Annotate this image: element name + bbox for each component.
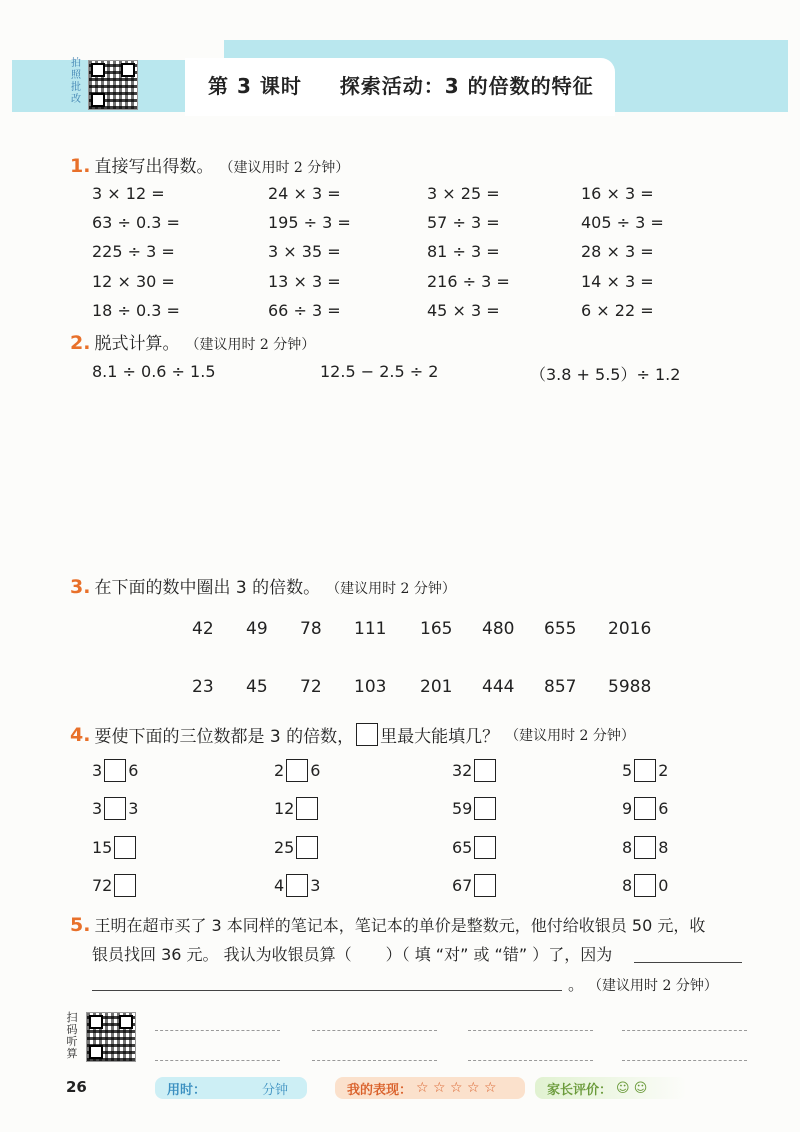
performance-label: 我的表现：	[347, 1082, 413, 1098]
star-rating-icon[interactable]: ☆ ☆ ☆ ☆ ☆	[416, 1080, 497, 1096]
q1-item: 16 × 3 =	[581, 184, 654, 203]
q3-number-item[interactable]: 103	[354, 677, 387, 697]
calc-line[interactable]	[155, 1030, 280, 1031]
header-cutout	[12, 40, 224, 60]
calc-line[interactable]	[622, 1030, 747, 1031]
page-number: 26	[66, 1078, 87, 1096]
q4-item	[274, 874, 320, 897]
time-label: 用时：	[167, 1082, 207, 1098]
q1-item: 405 ÷ 3 =	[581, 213, 664, 233]
q3-number-item[interactable]: 655	[544, 619, 577, 639]
q3-number-item[interactable]: 49	[246, 619, 268, 639]
q4-text-a: 要使下面的三位数都是 3 的倍数，	[94, 727, 355, 747]
q5-line-1: 王明在超市买了 3 本同样的笔记本，笔记本的单价是整数元，他付给收银员 50 元，收	[94, 916, 706, 935]
q4-item-prefix: 3	[92, 799, 103, 818]
q4-item-prefix: 2	[274, 761, 285, 780]
q2-expr-1: 8.1 ÷ 0.6 ÷ 1.5	[92, 362, 216, 381]
smiley-face-icon[interactable]: ☺ ☺	[616, 1080, 648, 1096]
listen-calc-label: 扫码听算	[66, 1011, 78, 1060]
performance-pill	[335, 1077, 525, 1099]
q1-item: 66 ÷ 3 =	[268, 300, 341, 320]
q1-item: 13 × 3 =	[268, 271, 341, 291]
q4-answer-box[interactable]	[474, 759, 496, 782]
qr-code-icon[interactable]	[86, 1012, 136, 1062]
q4-item-suffix: 6	[310, 761, 321, 780]
q3-number-item[interactable]: 78	[300, 619, 322, 639]
q3-number-item[interactable]: 2016	[608, 619, 652, 639]
q1-text: 直接写出得数。	[94, 157, 214, 177]
q2-expr-3: （3.8 + 5.5）÷ 1.2	[530, 365, 681, 384]
q1-item: 216 ÷ 3 =	[427, 271, 510, 291]
q4-item-suffix: 6	[128, 761, 139, 780]
q4-text-b: 里最大能填几？	[380, 727, 500, 747]
answer-box-icon	[356, 723, 378, 746]
q4-answer-box[interactable]	[634, 759, 656, 782]
calc-line[interactable]	[622, 1060, 747, 1061]
q5-line-2	[92, 942, 612, 965]
calc-line[interactable]	[312, 1060, 437, 1061]
time-pill	[155, 1077, 307, 1099]
q2-text: 脱式计算。	[94, 334, 180, 354]
q4-item	[92, 797, 138, 820]
q4-item	[92, 836, 138, 859]
lesson-number: 第 3 课时	[208, 74, 302, 98]
q4-item-prefix: 15	[92, 838, 113, 857]
q5-line-2b: ）（ 填 “对” 或 “错” ）了，因为	[385, 945, 613, 964]
q4-item	[452, 836, 498, 859]
q4-item	[452, 874, 498, 897]
q4-item-prefix: 4	[274, 876, 285, 895]
q4-item-prefix: 3	[92, 761, 103, 780]
q4-item	[274, 797, 320, 820]
q1-item: 225 ÷ 3 =	[92, 242, 175, 262]
q5-number: 5.	[70, 914, 91, 936]
q4-item-prefix: 65	[452, 838, 473, 857]
q4-heading	[70, 722, 635, 747]
q1-item: 63 ÷ 0.3 =	[92, 213, 180, 233]
q4-answer-box[interactable]	[296, 836, 318, 859]
q4-number: 4.	[70, 723, 91, 746]
q4-answer-box[interactable]	[114, 836, 136, 859]
q1-item: 3 × 12 =	[92, 184, 165, 203]
q1-heading	[70, 152, 349, 177]
q3-number-item[interactable]: 45	[246, 677, 268, 697]
q3-number-item[interactable]: 5988	[608, 677, 652, 697]
qr-code-icon[interactable]	[88, 60, 138, 110]
q4-answer-box[interactable]	[104, 797, 126, 820]
q3-number-item[interactable]: 23	[192, 677, 214, 697]
q4-item-prefix: 12	[274, 799, 295, 818]
q1-item: 81 ÷ 3 =	[427, 242, 500, 262]
q4-item-suffix: 3	[310, 876, 321, 895]
q5-line-2a: 银员找回 36 元。 我认为收银员算（	[92, 945, 352, 964]
q3-hint: （建议用时 2 分钟）	[326, 581, 456, 597]
q4-item	[274, 836, 320, 859]
q4-item-prefix: 8	[622, 838, 633, 857]
photo-grade-label: 拍照批改	[71, 58, 81, 105]
q5-heading	[70, 913, 705, 936]
q3-heading	[70, 573, 456, 598]
q3-number: 3.	[70, 576, 91, 598]
q4-answer-box[interactable]	[104, 759, 126, 782]
q4-item	[92, 759, 138, 782]
q1-item: 12 × 30 =	[92, 271, 175, 291]
q4-item-suffix: 0	[658, 876, 669, 895]
q4-item-prefix: 8	[622, 876, 633, 895]
q3-number-item[interactable]: 72	[300, 677, 322, 697]
q1-item: 14 × 3 =	[581, 271, 654, 291]
q4-answer-box[interactable]	[634, 797, 656, 820]
q1-number: 1.	[70, 155, 91, 177]
q4-answer-box[interactable]	[634, 836, 656, 859]
q2-hint: （建议用时 2 分钟）	[185, 337, 316, 353]
calc-line[interactable]	[155, 1060, 280, 1061]
q1-item: 45 × 3 =	[427, 300, 500, 320]
q1-item: 18 ÷ 0.3 =	[92, 300, 180, 320]
q4-item-prefix: 25	[274, 838, 295, 857]
q4-item	[452, 797, 498, 820]
q4-item	[92, 874, 138, 897]
q5-reason-blank-2[interactable]	[92, 990, 562, 991]
q4-item-prefix: 9	[622, 799, 633, 818]
q4-item-suffix: 8	[658, 838, 669, 857]
q1-item: 3 × 35 =	[268, 242, 341, 262]
time-unit: 分钟	[262, 1082, 289, 1098]
q3-number-item[interactable]: 480	[482, 619, 515, 639]
q4-item	[274, 759, 320, 782]
q4-item	[622, 759, 668, 782]
q4-hint: （建议用时 2 分钟）	[505, 727, 635, 744]
q4-answer-box[interactable]	[474, 874, 496, 897]
q4-answer-box[interactable]	[474, 836, 496, 859]
q3-number-item[interactable]: 111	[354, 619, 387, 639]
q4-answer-box[interactable]	[474, 797, 496, 820]
q3-number-item[interactable]: 857	[544, 677, 577, 697]
q3-number-item[interactable]: 444	[482, 677, 515, 697]
q4-item-prefix: 67	[452, 876, 473, 895]
q2-expr-2: 12.5 − 2.5 ÷ 2	[320, 362, 439, 381]
q1-item: 195 ÷ 3 =	[268, 213, 351, 233]
q1-item: 6 × 22 =	[581, 300, 654, 320]
q2-number: 2.	[70, 332, 91, 354]
q1-item: 24 × 3 =	[268, 184, 341, 203]
q3-text: 在下面的数中圈出 3 的倍数。	[94, 578, 321, 598]
q5-period: 。	[568, 975, 585, 994]
q1-item: 3 × 25 =	[427, 184, 500, 203]
q1-hint: （建议用时 2 分钟）	[219, 160, 350, 176]
q5-hint: （建议用时 2 分钟）	[588, 978, 718, 994]
q4-item	[622, 874, 668, 897]
q5-end	[568, 972, 718, 995]
lesson-topic: 探索活动：3 的倍数的特征	[339, 74, 594, 98]
q4-answer-box[interactable]	[286, 874, 308, 897]
q3-number-item[interactable]: 42	[192, 619, 214, 639]
q4-item-suffix: 6	[658, 799, 669, 818]
q4-item-prefix: 72	[92, 876, 113, 895]
calc-line[interactable]	[468, 1030, 593, 1031]
q4-item-prefix: 5	[622, 761, 633, 780]
calc-line[interactable]	[468, 1060, 593, 1061]
page-title	[208, 70, 594, 99]
parent-pill	[535, 1077, 687, 1099]
q4-item-suffix: 3	[128, 799, 139, 818]
q4-item-prefix: 32	[452, 761, 473, 780]
q4-answer-box[interactable]	[296, 797, 318, 820]
q1-item: 28 × 3 =	[581, 242, 654, 262]
q4-item	[622, 797, 668, 820]
q4-item-suffix: 2	[658, 761, 669, 780]
q4-item	[622, 836, 668, 859]
q2-heading	[70, 329, 315, 354]
q4-answer-box[interactable]	[634, 874, 656, 897]
q4-item-prefix: 59	[452, 799, 473, 818]
q5-reason-blank-1[interactable]	[634, 962, 742, 963]
parent-label: 家长评价：	[547, 1082, 613, 1098]
q3-number-item[interactable]: 165	[420, 619, 453, 639]
q4-item	[452, 759, 498, 782]
q1-item: 57 ÷ 3 =	[427, 213, 500, 233]
calc-line[interactable]	[312, 1030, 437, 1031]
q4-answer-box[interactable]	[286, 759, 308, 782]
q4-answer-box[interactable]	[114, 874, 136, 897]
q3-number-item[interactable]: 201	[420, 677, 453, 697]
